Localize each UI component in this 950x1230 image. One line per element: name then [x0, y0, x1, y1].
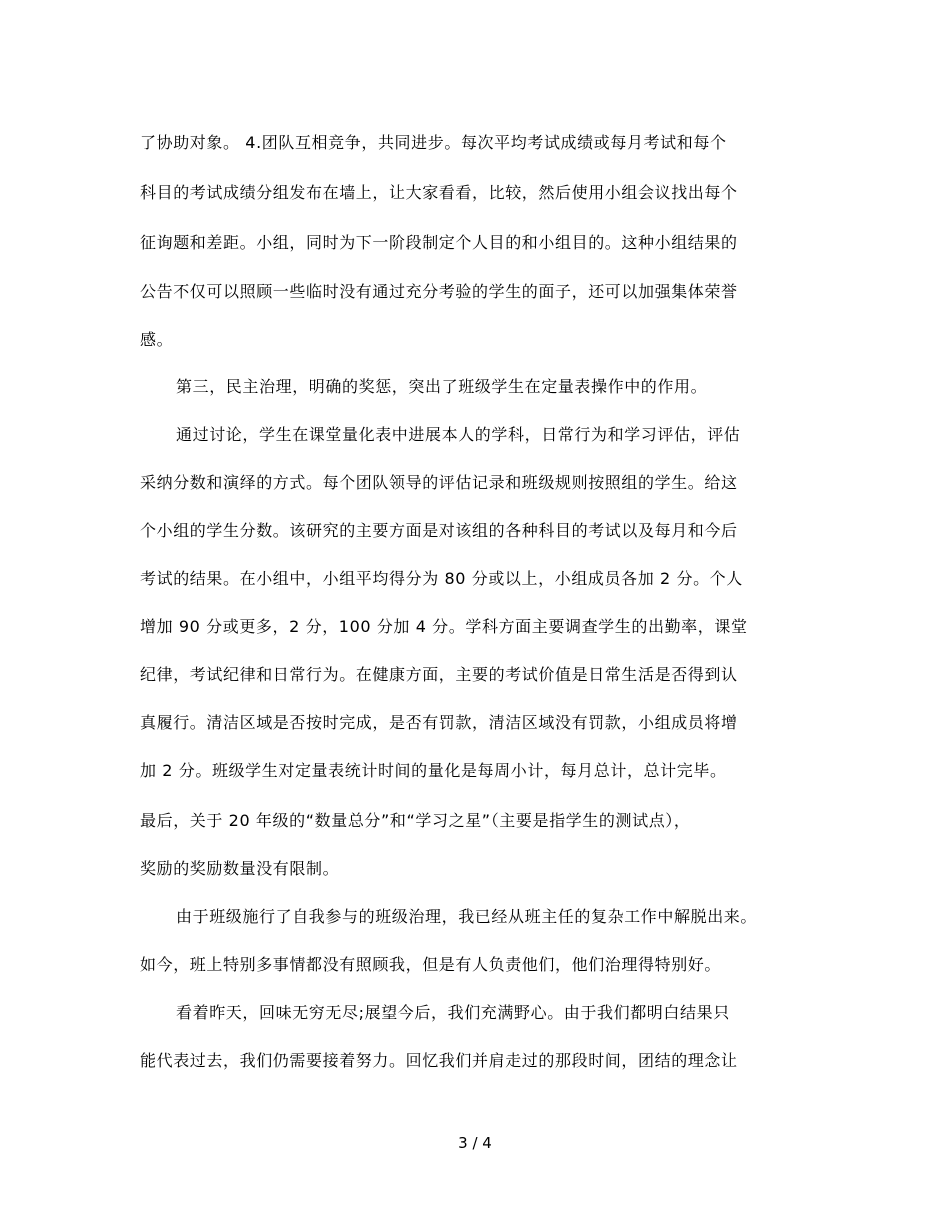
text-line: 增加 90 分或更多，2 分，100 分加 4 分。学科方面主要调查学生的出勤率，课堂	[140, 617, 748, 636]
text-line: 征询题和差距。小组，同时为下一阶段制定个人目的和小组目的。这种小组结果的	[140, 233, 738, 252]
text-line: 个小组的学生分数。该研究的主要方面是对该组的各种科目的考试以及每月和今后	[140, 521, 738, 540]
text-line: 考试的结果。在小组中，小组平均得分为 80 分或以上，小组成员各加 2 分。个人	[140, 569, 743, 588]
text-line: 了协助对象。 4.团队互相竞争，共同进步。每次平均考试成绩或每月考试和每个	[140, 133, 727, 152]
text-line: 加 2 分。班级学生对定量表统计时间的量化是每周小计，每月总计，总计完毕。	[140, 761, 727, 780]
text-line: 奖励的奖励数量没有限制。	[140, 859, 340, 878]
text-line: 采纳分数和演绎的方式。每个团队领导的评估记录和班级规则按照组的学生。给这	[140, 473, 738, 492]
text-line: 由于班级施行了自我参与的班级治理，我已经从班主任的复杂工作中解脱出来。	[176, 907, 758, 926]
text-line: 感。	[140, 330, 174, 349]
text-line: 能代表过去，我们仍需要接着努力。回忆我们并肩走过的那段时间，团结的理念让	[140, 1051, 738, 1070]
text-line: 真履行。清洁区域是否按时完成，是否有罚款，清洁区域没有罚款，小组成员将增	[140, 713, 738, 732]
text-line: 如今，班上特别多事情都没有照顾我，但是有人负责他们，他们治理得特别好。	[140, 955, 722, 974]
text-line: 公告不仅可以照顾一些临时没有通过充分考验的学生的面子，还可以加强集体荣誉	[140, 282, 738, 301]
text-line: 纪律，考试纪律和日常行为。在健康方面，主要的考试价值是日常生活是否得到认	[140, 665, 738, 684]
page-number: 3 / 4	[458, 1134, 492, 1152]
text-line: 科目的考试成绩分组发布在墙上，让大家看看，比较，然后使用小组会议找出每个	[140, 183, 738, 202]
text-line: 第三，民主治理，明确的奖惩，突出了班级学生在定量表操作中的作用。	[176, 377, 708, 396]
text-line: 通过讨论，学生在课堂量化表中进展本人的学科，日常行为和学习评估，评估	[176, 425, 741, 444]
text-line: 最后，关于 20 年级的“数量总分”和“学习之星”（主要是指学生的测试点），	[140, 811, 691, 830]
text-line: 看着昨天，回味无穷无尽;展望今后，我们充满野心。由于我们都明白结果只	[176, 1003, 730, 1022]
